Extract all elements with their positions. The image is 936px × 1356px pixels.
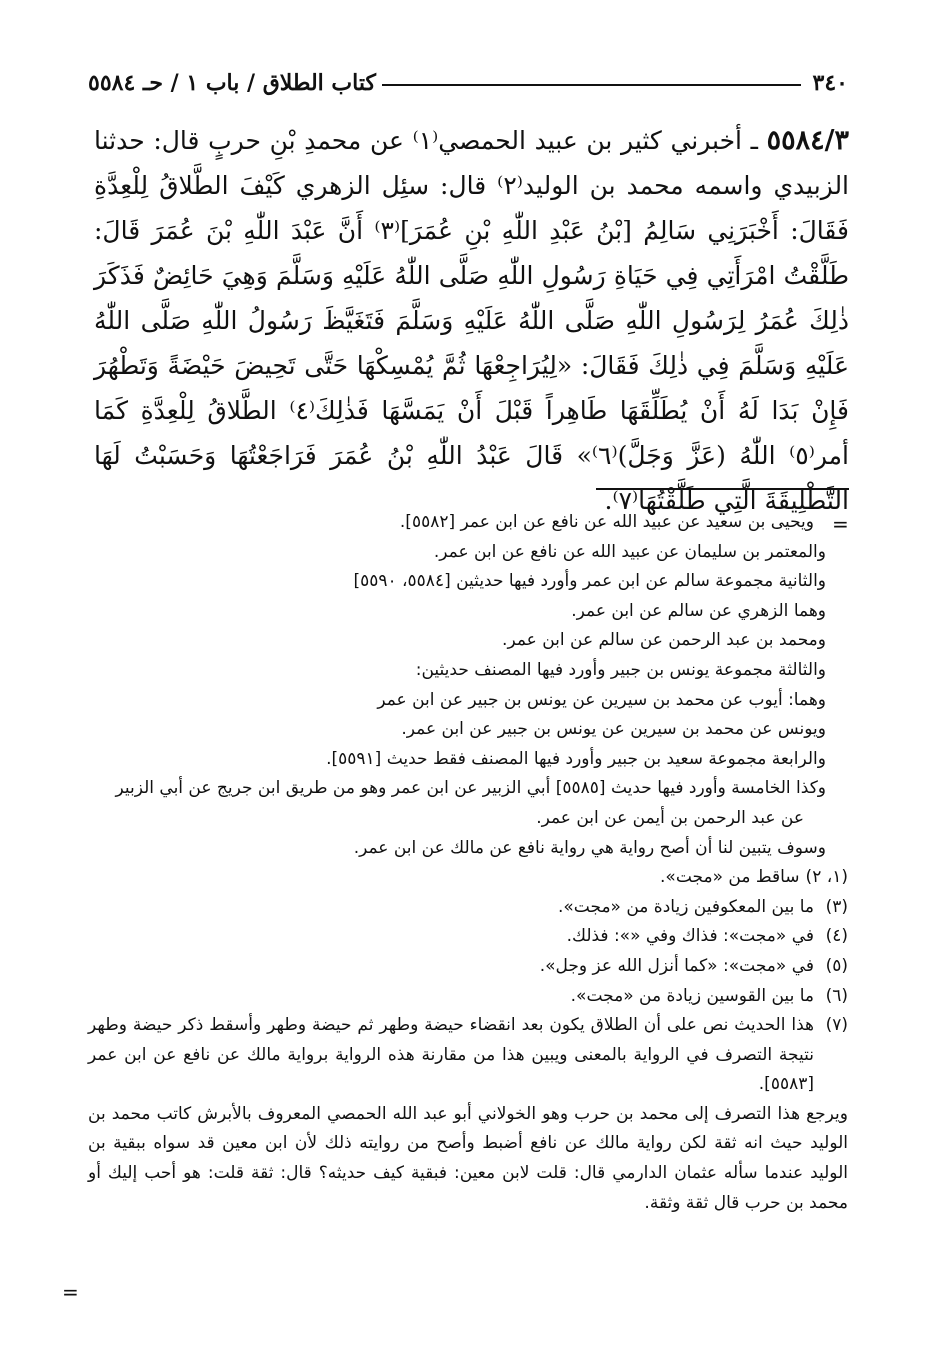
note-line: ومحمد بن عبد الرحمن عن سالم عن ابن عمر.: [502, 630, 826, 651]
footnote-number: (١، ٢): [805, 867, 848, 888]
header-rule: [382, 84, 801, 86]
footnote-5: [88, 952, 848, 982]
footnote-divider: [596, 488, 849, 490]
footnote-7-continuation: ويرجع هذا التصرف إلى محمد بن حرب وهو الخولاني أبو عبد الله الحمصي المعروف بالأبرش كاتب محمد بن الوليد حيث انه ثقة لكن رواية مالك عن نافع أضبط وأصح من روايته ذلك لأن ابن معين قد سواه ببقية بن الوليد عندما سأله عثمان الدارمي قال: قلت لابن معين: فبقية كيف حديثه؟ قال: ثقة قلت: هو أحب إليك أو محمد بن حرب قال ثقة وثقة.: [88, 1103, 848, 1213]
note-line: ويحيى بن سعيد عن عبيد الله عن نافع عن ابن عمر [٥٥٨٢].: [399, 512, 814, 532]
note-line: والثالثة مجموعة يونس بن جبير وأورد فيها المصنف حديثين:: [415, 659, 826, 680]
hadith-text: ـ أخبرني كثير بن عبيد الحمصي⁽١⁾ عن محمدِ بْنِ حربٍ قال: حدثنا الزبيدي واسمه محمد بن الوليد⁽٢⁾ قال: سئِل الزهري كَيْفَ الطَّلاقُ لِلْعِدَّةِ فَقَالَ: أَخْبَرَنِي سَالِمُ [بْنُ عَبْدِ اللّٰهِ بْنِ عُمَرَ]⁽٣⁾ أَنَّ عَبْدَ اللّٰهِ بْنَ عُمَرَ قَالَ: طَلَّقْتُ امْرَأَتِي فِي حَيَاةِ رَسُولِ اللّٰهِ صَلَّى اللّٰهُ عَلَيْهِ وَسَلَّمَ وَهِيَ حَائِضٌ فَذَكَرَ ذٰلِكَ عُمَرُ لِرَسُولِ اللّٰهِ صَلَّى اللّٰهُ عَلَيْهِ وَسَلَّمَ فَتَغَيَّظَ رَسُولُ اللّٰهِ صَلَّى اللّٰهُ عَلَيْهِ وَسَلَّمَ فِي ذٰلِكَ فَقَالَ: «لِيُرَاجِعْهَا ثُمَّ يُمْسِكْهَا حَتَّى تَحِيضَ حَيْضَةً وَتَطْهُرَ فَإِنْ بَدَا لَهُ أَنْ يُطَلِّقَهَا طَاهِراً قَبْلَ أَنْ يَمَسَّهَا فَذٰلِكَ⁽٤⁾ الطَّلاقُ لِلْعِدَّةِ كَمَا أمر⁽٥⁾ اللّٰهُ (عَزَّ وَجَلَّ)⁽٦⁾» قَالَ عَبْدُ اللّٰهِ بْنُ عُمَرَ فَرَاجَعْتُهَا وَحَسَبْتُ لَهَا التَّطْلِيقَةَ الَّتِي طَلَّقْتُهَا⁽٧⁾.: [94, 126, 850, 515]
footnote-number: (٧): [825, 1015, 848, 1036]
note-line: ويونس عن محمد بن سيرين عن يونس بن جبير عن ابن عمر.: [401, 719, 826, 740]
footnote-text: في «مجت»: «كما أنزل الله عز وجل».: [539, 955, 814, 976]
continuation-mark-bottom: =: [62, 1280, 79, 1304]
footnotes: [88, 508, 848, 1218]
running-title: كتاب الطلاق / باب ١ / حـ ٥٥٨٤: [88, 70, 376, 96]
footnote-number: (٥): [825, 955, 848, 976]
footnote-1-2: [88, 863, 848, 893]
footnote-text: ما بين المعكوفين زيادة من «مجت».: [557, 896, 814, 917]
hadith-number: ٥٥٨٤/٣: [766, 125, 849, 156]
continuation-mark-top: =: [832, 512, 849, 536]
running-header: [88, 56, 848, 96]
note-line: والمعتمر بن سليمان عن عبيد الله عن نافع عن ابن عمر.: [433, 541, 826, 562]
page-number: ٣٤٠: [812, 70, 848, 96]
footnote-number: (٤): [825, 926, 848, 947]
note-line: عن عبد الرحمن بن أيمن عن ابن عمر.: [536, 807, 804, 828]
note-line: وسوف يتبين لنا أن أصح رواية هي رواية نافع عن مالك عن ابن عمر.: [353, 837, 826, 858]
footnote-6: [88, 982, 848, 1012]
footnote-3: [88, 893, 848, 923]
footnote-7: [88, 1011, 848, 1100]
footnote-number: (٦): [825, 985, 848, 1006]
footnote-text: في «مجت»: فذاك وفي «»: فذلك.: [566, 926, 814, 947]
footnote-number: (٣): [825, 896, 848, 917]
note-line: وكذا الخامسة وأورد فيها حديث [٥٥٨٥] أبي الزبير عن ابن عمر وهو من طريق ابن جريج عن أبي الزبير: [115, 778, 826, 799]
footnote-text: هذا الحديث نص على أن الطلاق يكون بعد انقضاء حيضة وطهر ثم حيضة وطهر وأسقط ذكر حيضة وطهر نتيجة التصرف في الرواية بالمعنى ويبين هذا من مقارنة هذه الرواية برواية مالك عن نافع عن ابن عمر [٥٥٨٣].: [88, 1015, 814, 1095]
note-line: والرابعة مجموعة سعيد بن جبير وأورد فيها المصنف فقط حديث [٥٥٩١].: [326, 748, 826, 769]
note-line: وهما الزهري عن سالم عن ابن عمر.: [571, 600, 826, 621]
hadith-text-block: [94, 118, 849, 523]
note-line: والثانية مجموعة سالم عن ابن عمر وأورد فيها حديثين [٥٥٨٤، ٥٥٩٠]: [353, 571, 826, 592]
note-line: وهما: أيوب عن محمد بن سيرين عن يونس بن جبير عن ابن عمر: [377, 689, 826, 710]
footnote-text: ما بين القوسين زيادة من «مجت».: [570, 985, 814, 1006]
footnote-text: ساقط من «مجت».: [660, 867, 800, 888]
footnote-4: [88, 922, 848, 952]
